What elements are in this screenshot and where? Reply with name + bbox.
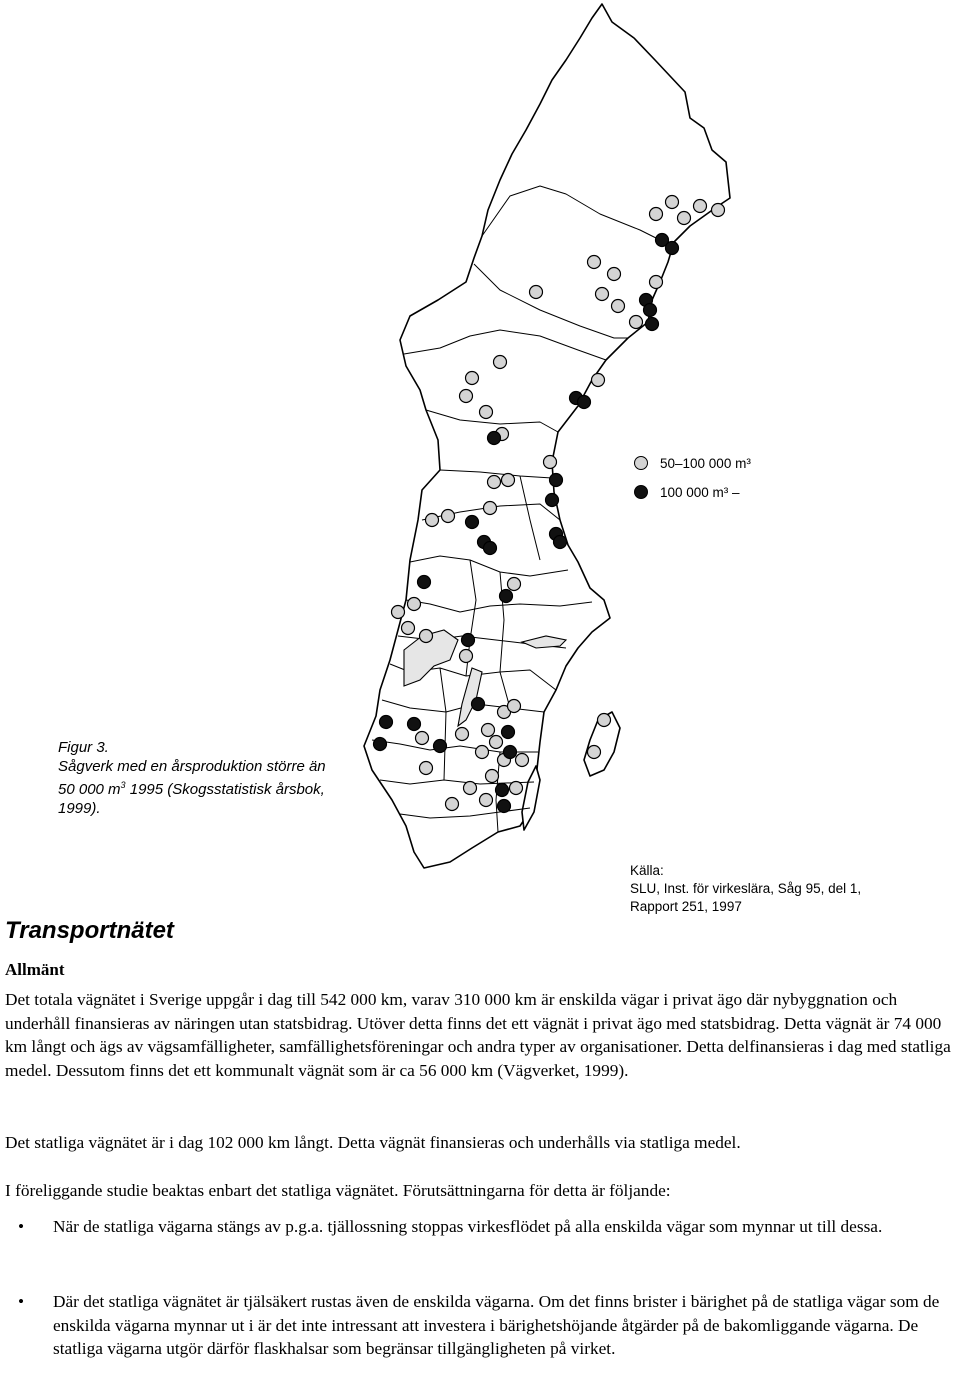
sawmill-medium-marker xyxy=(442,510,455,523)
sawmill-medium-marker xyxy=(464,782,477,795)
sawmill-medium-marker xyxy=(678,212,691,225)
sawmill-large-marker xyxy=(466,516,479,529)
sawmill-large-marker xyxy=(380,716,393,729)
sawmill-medium-marker xyxy=(402,622,415,635)
sawmill-medium-marker xyxy=(476,746,489,759)
sawmill-large-marker xyxy=(666,242,679,255)
sawmill-medium-marker xyxy=(608,268,621,281)
sawmill-large-marker xyxy=(418,576,431,589)
sawmill-medium-marker xyxy=(480,794,493,807)
section-title: Transportnätet xyxy=(5,917,174,944)
sawmill-large-marker xyxy=(498,800,511,813)
sawmill-large-marker xyxy=(434,740,447,753)
sawmill-large-marker xyxy=(504,746,517,759)
sawmill-large-marker xyxy=(644,304,657,317)
legend-item-large xyxy=(634,485,740,501)
sawmill-large-marker xyxy=(550,474,563,487)
sawmill-large-marker xyxy=(554,536,567,549)
caption-line: 1999). xyxy=(58,800,101,817)
sawmill-medium-marker xyxy=(420,762,433,775)
sawmill-large-marker xyxy=(408,718,421,731)
sawmill-medium-marker xyxy=(666,196,679,209)
sawmill-medium-marker xyxy=(494,356,507,369)
sawmill-medium-marker xyxy=(460,390,473,403)
sawmill-medium-marker xyxy=(530,286,543,299)
sawmill-large-marker xyxy=(646,318,659,331)
sawmill-large-marker xyxy=(488,432,501,445)
sawmill-medium-marker xyxy=(408,598,421,611)
caption-fragment: 1995 (Skogsstatistisk årsbok, xyxy=(125,781,325,798)
sawmill-medium-marker xyxy=(650,208,663,221)
sawmill-large-marker xyxy=(484,542,497,555)
bullet-marker: • xyxy=(18,1217,25,1236)
caption-superscript: 3 xyxy=(120,780,126,790)
sawmill-large-marker xyxy=(374,738,387,751)
sawmill-large-marker xyxy=(496,784,509,797)
sawmill-medium-marker xyxy=(588,746,601,759)
sawmill-large-marker xyxy=(472,698,485,711)
sawmill-medium-marker xyxy=(392,606,405,619)
sawmill-medium-marker xyxy=(446,798,459,811)
caption-line: Sågverk med en årsproduktion större än xyxy=(58,758,326,775)
sawmill-medium-marker xyxy=(502,474,515,487)
sawmill-medium-marker xyxy=(416,732,429,745)
bullet-text: Där det statliga vägnätet är tjälsäkert rustas även de enskilda vägarna. Om det finns brister i bärighet på de statliga vägar som de enskilda vägarna mynnar ut i är det inte intressant att investera i bärighetshöjande åtgärder på de bakomliggande vägarna. De statliga vägarna utgör därför flaskhalsar som begränsar tillgängligheten på virket. xyxy=(53,1292,940,1359)
sawmill-medium-marker xyxy=(508,700,521,713)
sawmill-medium-marker xyxy=(420,630,433,643)
sawmill-medium-marker xyxy=(426,514,439,527)
sawmill-large-marker xyxy=(502,726,515,739)
sawmill-large-marker xyxy=(500,590,513,603)
sawmill-medium-marker xyxy=(592,374,605,387)
bullet-item xyxy=(5,1215,955,1239)
sawmill-medium-marker xyxy=(488,476,501,489)
legend-medium-label: 50–100 000 m³ xyxy=(660,456,751,471)
sawmill-large-marker xyxy=(546,494,559,507)
sawmill-medium-marker xyxy=(588,256,601,269)
legend-item-medium xyxy=(634,456,751,472)
sawmill-medium-marker xyxy=(544,456,557,469)
source-line: SLU, Inst. för virkeslära, Såg 95, del 1, xyxy=(630,881,862,896)
paragraph: Det totala vägnätet i Sverige uppgår i dag till 542 000 km, varav 310 000 km är enskilda vägar i privat ägo där nybyggnation och underhåll finansieras av näringen utan statsbidrag. Utöver detta finns det ett vägnät i privat ägo med statsbidrag. Detta vägnät är 74 000 km långt och ägs av vägsamfälligheter, samfällighetsföreningar och andra typer av organisationer. Detta delfinansieras i dag med statliga medel. Dessutom finns det ett kommunalt vägnät som är ca 56 000 km (Vägverket, 1999). xyxy=(5,990,951,1080)
bullet-text: När de statliga vägarna stängs av p.g.a. tjällossning stoppas virkesflödet på alla enskilda vägar som mynnar ut till dessa. xyxy=(53,1217,883,1236)
sawmill-medium-marker xyxy=(460,650,473,663)
sawmill-medium-marker xyxy=(508,578,521,591)
sawmill-medium-marker xyxy=(612,300,625,313)
sawmill-medium-marker xyxy=(510,782,523,795)
sawmill-medium-marker xyxy=(466,372,479,385)
sawmill-medium-marker xyxy=(712,204,725,217)
legend-large-label: 100 000 m³ – xyxy=(660,485,740,500)
sawmill-medium-marker xyxy=(630,316,643,329)
bullet-marker: • xyxy=(18,1292,25,1311)
sawmill-medium-marker xyxy=(598,714,611,727)
legend-large-swatch xyxy=(634,485,648,499)
caption-line xyxy=(58,776,358,799)
sawmill-medium-marker xyxy=(490,736,503,749)
legend-medium-swatch xyxy=(634,456,648,470)
figure-caption xyxy=(58,738,358,818)
sawmill-large-marker xyxy=(578,396,591,409)
sawmill-large-marker xyxy=(462,634,475,647)
caption-line: Figur 3. xyxy=(58,739,109,756)
sawmill-medium-marker xyxy=(516,754,529,767)
caption-fragment: 50 000 m xyxy=(58,781,121,798)
source-line: Rapport 251, 1997 xyxy=(630,899,742,914)
sawmill-medium-marker xyxy=(484,502,497,515)
sawmill-medium-marker xyxy=(694,200,707,213)
sawmill-medium-marker xyxy=(480,406,493,419)
sawmill-medium-marker xyxy=(596,288,609,301)
subsection-title: Allmänt xyxy=(5,960,65,979)
sawmill-medium-marker xyxy=(486,770,499,783)
paragraph: Det statliga vägnätet är i dag 102 000 km långt. Detta vägnät finansieras och underhålls via statliga medel. xyxy=(5,1133,741,1152)
source-line: Källa: xyxy=(630,863,664,878)
sawmill-medium-marker xyxy=(456,728,469,741)
bullet-item xyxy=(5,1290,955,1361)
figure-source xyxy=(630,862,861,916)
sawmill-medium-marker xyxy=(650,276,663,289)
paragraph: I föreliggande studie beaktas enbart det statliga vägnätet. Förutsättningarna för detta är följande: xyxy=(5,1181,671,1200)
sawmill-medium-marker xyxy=(482,724,495,737)
